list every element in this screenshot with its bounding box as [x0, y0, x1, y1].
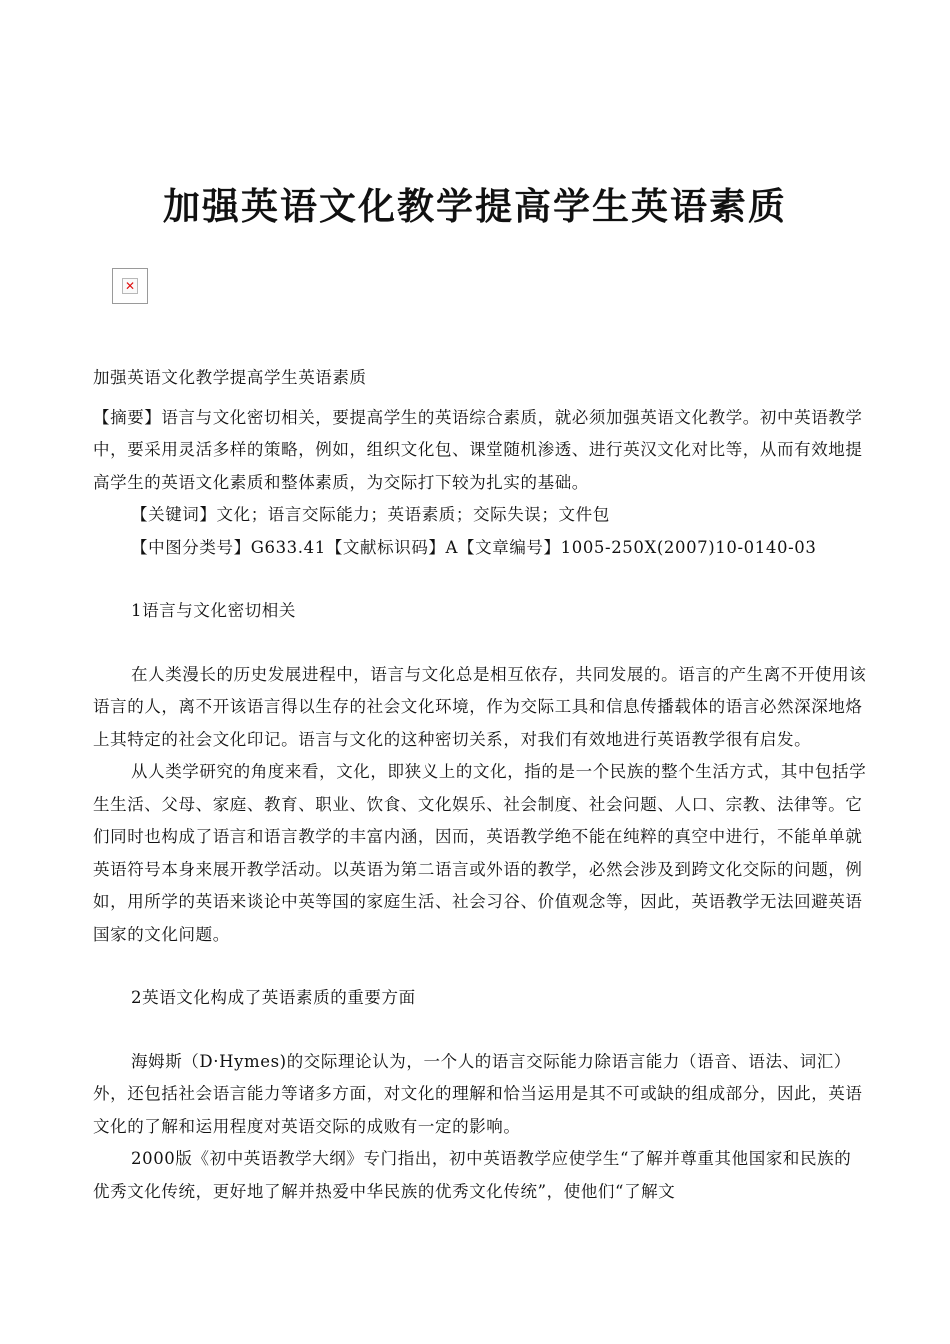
document-subtitle: 加强英语文化教学提高学生英语素质 — [93, 368, 367, 387]
keywords-line: 【关键词】文化；语言交际能力；英语素质；交际失误；文件包 — [131, 505, 610, 524]
section-heading-1: 1语言与文化密切相关 — [131, 601, 296, 620]
section-heading-2: 2英语文化构成了英语素质的重要方面 — [131, 988, 416, 1007]
section-2-paragraph-2: 2000版《初中英语教学大纲》专门指出，初中英语教学应使学生“了解并尊重其他国家和民族的优秀文化传统，更好地了解并热爱中华民族的优秀文化传统”，使他们“了解文 — [93, 1149, 852, 1201]
section-1-paragraph-1: 在人类漫长的历史发展进程中，语言与文化总是相互依存，共同发展的。语言的产生离不开使用该语言的人，离不开该语言得以生存的社会文化环境，作为交际工具和信息传播载体的语言必然深深地烙上其特定的社会文化印记。语言与文化的这种密切关系，对我们有效地进行英语教学很有启发。 — [93, 664, 867, 749]
document-body — [93, 362, 868, 1208]
broken-image-placeholder — [112, 268, 148, 304]
broken-image-icon: ✕ — [122, 278, 138, 294]
section-2-paragraph-1: 海姆斯（D·Hymes)的交际理论认为，一个人的语言交际能力除语言能力（语音、语法、词汇）外，还包括社会语言能力等诸多方面，对文化的理解和恰当运用是其不可或缺的组成部分，因此，英语文化的了解和运用程度对英语交际的成败有一定的影响。 — [93, 1051, 863, 1136]
section-1-paragraph-2: 从人类学研究的角度来看，文化，即狭义上的文化，指的是一个民族的整个生活方式，其中包括学生生活、父母、家庭、教育、职业、饮食、文化娱乐、社会制度、社会问题、人口、宗教、法律等。它们同时也构成了语言和语言教学的丰富内涵，因而，英语教学绝不能在纯粹的真空中进行，不能单单就英语符号本身来展开教学活动。以英语为第二语言或外语的教学，必然会涉及到跨文化交际的问题，例如，用所学的英语来谈论中英等国的家庭生活、社会习谷、价值观念等，因此，英语教学无法回避英语国家的文化问题。 — [93, 762, 867, 944]
page-title: 加强英语文化教学提高学生英语素质 — [163, 184, 787, 228]
classification-line: 【中图分类号】G633.41【文献标识码】A【文章编号】1005-250X(2007)10-0140-03 — [131, 537, 817, 557]
abstract-paragraph: 【摘要】语言与文化密切相关，要提高学生的英语综合素质，就必须加强英语文化教学。初中英语教学中，要采用灵活多样的策略，例如，组织文化包、课堂随机渗透、进行英汉文化对比等，从而有效地提高学生的英语文化素质和整体素质，为交际打下较为扎实的基础。 — [93, 407, 863, 492]
